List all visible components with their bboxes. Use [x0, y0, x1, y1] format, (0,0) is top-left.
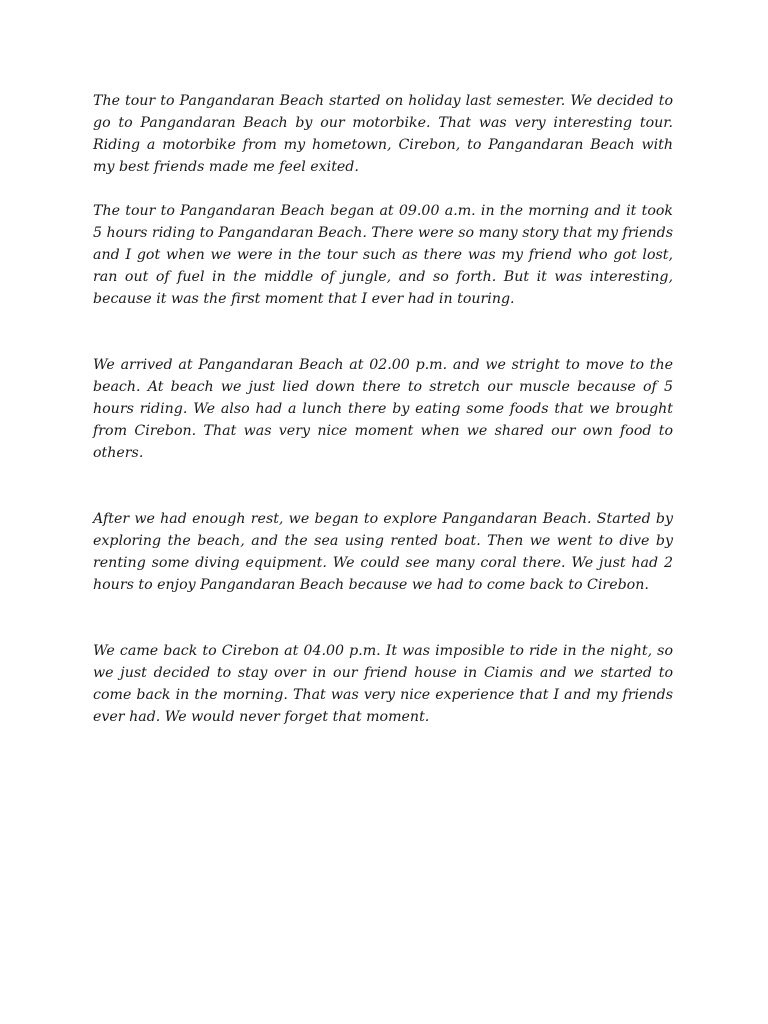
paragraph-4: After we had enough rest, we began to explore Pangandaran Beach. Started by exploring the beach, and the sea using rented boat. Then we went to dive by renting some diving equipment. We could see many coral there. We just had 2 hours to enjoy Pangandaran Beach because we had to come back to Cirebon.: [93, 511, 673, 593]
paragraph-1: The tour to Pangandaran Beach started on holiday last semester. We decided to go to Pangandaran Beach by our motorbike. That was very interesting tour. Riding a motorbike from my hometown, Cirebon, to Pangandaran Beach with my best friends made me feel exited.: [93, 93, 673, 175]
paragraph-3: We arrived at Pangandaran Beach at 02.00 p.m. and we stright to move to the beach. At beach we just lied down there to stretch our muscle because of 5 hours riding. We also had a lunch there by eating some foods that we brought from Cirebon. That was very nice moment when we shared our own food to others.: [93, 357, 673, 461]
paragraph-2: The tour to Pangandaran Beach began at 09.00 a.m. in the morning and it took 5 hours riding to Pangandaran Beach. There were so many story that my friends and I got when we were in the tour such as there was my friend who got lost, ran out of fuel in the middle of jungle, and so forth. But it was interesting, because it was the first moment that I ever had in touring.: [93, 203, 673, 307]
paragraph-5: We came back to Cirebon at 04.00 p.m. It was imposible to ride in the night, so we just decided to stay over in our friend house in Ciamis and we started to come back in the morning. That was very nice experience that I and my friends ever had. We would never forget that moment.: [93, 643, 673, 725]
document-body: [93, 90, 673, 728]
